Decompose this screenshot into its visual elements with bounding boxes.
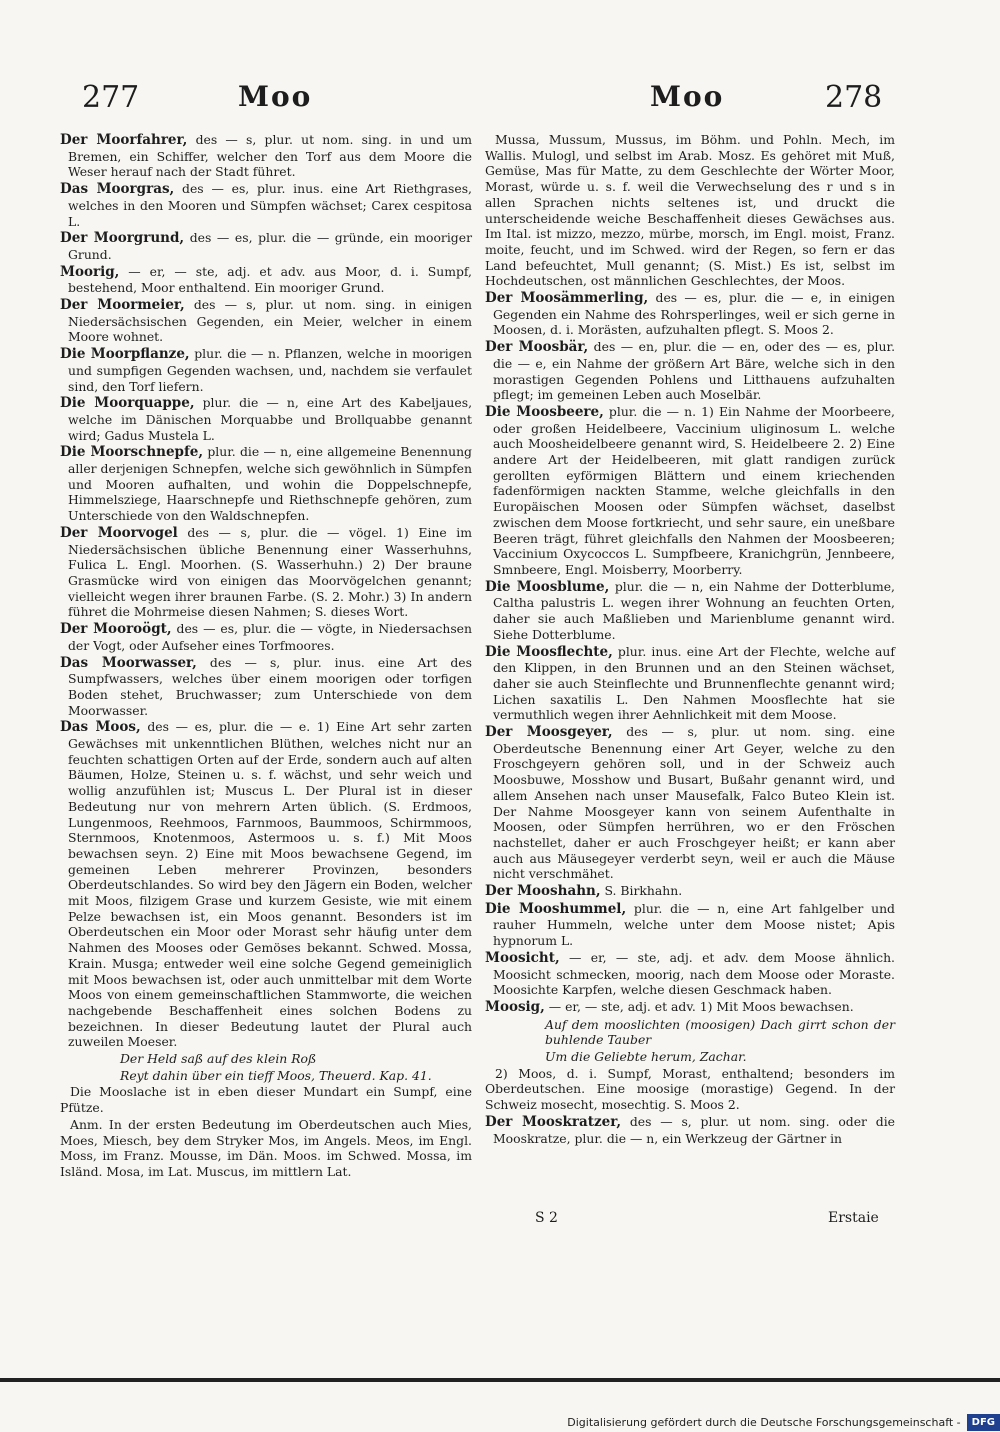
dictionary-entry [485, 579, 895, 643]
entry-definition: des — es, plur. die — e. 1) Eine Art sehr zarten Gewächses mit unkenntlichen Blüthen, welches nicht nur an feuchten schattigen Orten auf der Erde, sondern auch auf alten Bäumen, Holze, Steinen u. s. f. wächst, und sehr weich und wollig anzufühlen ist; Muscus L. Der Plural ist in dieser Bedeutung nur von mehrern Arten üblich. (S. Erdmoos, Lungenmoos, Reehmoos, Farnmoos, Baummoos, Schirmmoos, Sternmoos, Knotenmoos, Astermoos u. s. f.) Mit Moos bewachsen seyn. 2) Eine mit Moos bewachsene Gegend, im gemeinen Leben mehrerer Provinzen, besonders Oberdeutschlandes. So wird bey den Jägern ein Boden, welcher mit Moos, filzigem Grase und kurzem Gesiste, wie mit einem Pelze bewachsen ist, ein Moos genannt. Besonders ist im Oberdeutschen ein Moor oder Morast sehr häufig unter dem Nahmen des Mooses oder Gemöses bekannt. Schwed. Mossa, Krain. Musga; entweder weil eine solche Gegend gemeiniglich mit Moos bewachsen ist, oder auch unmittelbar mit dem Worte Moos von einem gemeinschaftlichen Stammworte, die weichen nachgebende Beschaffenheit eines solchen Bodens zu bezeichnen. In dieser Bedeutung lautet der Plural auch zuweilen Moeser. [68, 719, 472, 1050]
dictionary-entry [485, 883, 895, 900]
entry-headword: Das Moorwasser, [60, 654, 197, 671]
entry-definition: S. Birkhahn. [600, 883, 683, 899]
entry-definition: — er, — ste, adj. et adv. dem Moose ähnlich. Moosicht schmecken, moorig, nach dem Moose oder Moraste. Moosichte Karpfen, welche diesen Geschmack haben. [493, 949, 895, 998]
entry-definition: des — s, plur. ut nom. sing. oder die Mooskratze, plur. die — n, ein Werkzeug der Gärtner in [493, 1113, 895, 1146]
entry-headword: Der Mooskratzer, [485, 1113, 622, 1130]
entry-definition: plur. die — n. Pflanzen, welche in moorigen und sumpfigen Gegenden wachsen, und, nachdem sie verfaulet sind, den Torf liefern. [68, 346, 472, 394]
entry-headword: Der Moosämmerling, [485, 290, 649, 307]
dictionary-entry [60, 297, 472, 345]
page-number-left: 277 [82, 80, 140, 115]
entry-definition: — er, — ste, adj. et adv. aus Moor, d. i. Sumpf, bestehend, Moor enthaltend. Ein mooriger Grund. [68, 263, 472, 296]
text-paragraph: Die Mooslache ist in eben dieser Mundart ein Sumpf, eine Pfütze. [60, 1084, 472, 1116]
dfg-logo: DFG [967, 1414, 1000, 1431]
dictionary-entry [60, 181, 472, 229]
entry-headword: Das Moorgras, [60, 181, 175, 198]
entry-definition: plur. inus. eine Art der Flechte, welche auf den Klippen, in den Brunnen und an den Steinen wächset, daher sie auch Steinflechte und Brunnenflechte genannt wird; Lichen saxatilis L. Den Nahmen Moosflechte hat sie vermuthlich wegen ihrer Aehnlichkeit mit dem Moose. [493, 643, 895, 723]
entry-headword: Die Moosflechte, [485, 643, 613, 660]
verse-quotation: Reyt dahin über ein tieff Moos, Theuerd. Kap. 41. [120, 1067, 432, 1083]
entry-headword: Die Moorquappe, [60, 395, 195, 412]
bottom-rule [0, 1378, 1000, 1382]
dictionary-entry [485, 1114, 895, 1146]
dictionary-entry [60, 621, 472, 653]
dictionary-entry [60, 525, 472, 620]
entry-definition: des — es, plur. inus. eine Art Riethgrases, welches in den Mooren und Sümpfen wächset; Carex cespitosa L. [68, 181, 472, 229]
dictionary-entry [60, 655, 472, 719]
entry-headword: Der Moorgrund, [60, 230, 185, 247]
verse-quotation: Um die Geliebte herum, Zachar. [545, 1049, 747, 1065]
dictionary-entry [485, 950, 895, 998]
running-head-left: Moo [238, 80, 313, 113]
dictionary-entry [60, 230, 472, 262]
dictionary-entry [60, 719, 472, 1050]
entry-definition: des — en, plur. die — en, oder des — es, plur. die — e, ein Nahme der größern Art Bäre, welche sich in den morastigen Gegenden Pohlens und Litthauens aufzuhalten pflegt; im gemeinen Leben auch Moselbär. [493, 339, 896, 403]
dictionary-entry [60, 395, 472, 443]
entry-headword: Die Moosbeere, [485, 403, 604, 420]
entry-headword: Der Moormeier, [60, 297, 185, 314]
entry-headword: Die Moorschnepfe, [60, 444, 204, 461]
entry-definition: des — s, plur. ut nom. sing. in und um Bremen, ein Schiffer, welcher den Torf aus dem Moore die Weser herauf nach der Stadt führet. [68, 132, 472, 180]
digitization-footer [567, 1412, 1000, 1432]
entry-headword: Die Moorpflanze, [60, 346, 190, 363]
catchword: Erstaie [828, 1210, 879, 1226]
left-column [60, 132, 472, 1181]
running-head-right: Moo [650, 80, 725, 113]
entry-headword: Die Moosblume, [485, 578, 610, 595]
entry-headword: Der Moorfahrer, [60, 132, 188, 148]
entry-headword: Der Moorvogel [60, 524, 178, 541]
entry-definition: des — s, plur. die — vögel. 1) Eine im Niedersächsischen übliche Benennung einer Wasserhuhns, Fulica L. Engl. Moorhen. (S. Wasserhuhn.) 2) Der braune Grasmücke wird von einigen das Moorvögelchen genannt; vielleicht wegen ihrer braunen Farbe. (S. 2. Mohr.) 3) In andern führet die Mohrmeise diesen Nahmen; S. dieses Wort. [68, 524, 472, 620]
dictionary-entry [485, 999, 895, 1016]
dictionary-entry [485, 724, 895, 882]
entry-definition: des — es, plur. die — e, in einigen Gegenden ein Nahme des Rohrsperlinges, weil er sich gerne in Moosen, d. i. Morästen, aufzuhalten pflegt. S. Moos 2. [493, 290, 896, 338]
dictionary-entry [485, 901, 895, 949]
entry-definition: des — es, plur. die — vögte, in Niedersachsen der Vogt, oder Aufseher eines Torfmoores. [68, 621, 472, 653]
entry-definition: des — s, plur. inus. eine Art des Sumpfwassers, welches über einem moorigen oder torfigen Boden stehet, Bruchwasser; zum Unterschiede von dem Moorwasser. [68, 654, 472, 718]
entry-headword: Die Mooshummel, [485, 900, 627, 917]
entry-definition: des — s, plur. ut nom. sing. eine Oberdeutsche Benennung einer Art Geyer, welche zu den Froschgeyern gehören soll, und in der Schweiz auch Moosbuwe, Mosshow und Busart, Bußahr genannt wird, und allem Ansehen nach unser Mausefalk, Falco Buteo Klein ist. Der Nahme Moosgeyer kann von seinem Aufenthalte in Moosen, oder Sümpfen herrühren, wo er den Fröschen nachstellet, daher er auch Froschgeyer heißt; er kann aber auch aus Mäusegeyer verderbt seyn, weil er auch die Mäuse nicht verschmähet. [493, 724, 895, 882]
entry-definition: plur. die — n, eine Art fahlgelber und rauher Hummeln, welche unter dem Moose nistet; Apis hypnorum L. [493, 900, 895, 949]
entry-definition: plur. die — n. 1) Ein Nahme der Moorbeere, oder großen Heidelbeere, Vaccinium uliginosum L. welche auch Moosheidelbeere genannt wird, S. Heidelbeere 2. 2) Eine andere Art der Heidelbeeren, mit glatt randigen zurück gerollten eyförmigen Blättern und einem kriechenden fadenförmigen nackten Stamme, welche gleichfalls in den Europäischen Moosen oder Sümpfen wächset, daselbst zwischen dem Moose fortkriecht, und sehr saure, ein uneßbare Beeren trägt, führet gleichfalls den Nahmen der Moosbeeren; Vaccinium Oxycoccos L. Sumpfbeere, Kranichgrün, Jennbeere, Smnbeere, Engl. Moisberry, Moorberry. [493, 403, 895, 577]
dictionary-entry [485, 644, 895, 724]
entry-headword: Der Mooroögt, [60, 621, 172, 638]
entry-definition: — er, — ste, adj. et adv. 1) Mit Moos bewachsen. [544, 998, 854, 1014]
entry-headword: Moosicht, [485, 949, 560, 966]
right-column [485, 132, 895, 1147]
entry-definition: des — s, plur. ut nom. sing. in einigen Niedersächsischen Gegenden, ein Meier, welcher in einem Moore wohnet. [68, 297, 472, 345]
text-paragraph: Mussa, Mussum, Mussus, im Böhm. und Pohln. Mech, im Wallis. Mulogl, und selbst im Arab. Mosz. Es gehöret mit Muß, Gemüse, Mas für Matte, zu dem Geschlechte der Wörter Moor, Morast, würde u. s. f. weil die Verwechselung des r und s in allen Sprachen nichts seltenes ist, und druckt die unterscheidende weiche Beschaffenheit dieses Gewächses aus. Im Ital. ist mizzo, mezzo, mürbe, morsch, im Engl. moist, Franz. moite, feucht, und im Schwed. wird der Regen, so fern er das Land befeuchtet, Mull genannt; (S. Mist.) Es ist, selbst im Hochdeutschen, ost männlichen Geschlechtes, der Moos. [485, 132, 895, 289]
text-paragraph: Anm. In der ersten Bedeutung im Oberdeutschen auch Mies, Moes, Miesch, bey dem Stryker Mos, im Angels. Meos, im Engl. Moss, im Franz. Mousse, im Dän. Moos. im Schwed. Mossa, im Isländ. Mosa, im Lat. Muscus, im mittlern Lat. [60, 1116, 472, 1179]
dictionary-entry [60, 264, 472, 296]
dictionary-entry [60, 132, 472, 180]
verse-quotation: Auf dem mooslichten (moosigen) Dach girrt schon der buhlende Tauber [545, 1016, 895, 1048]
dictionary-entry [60, 444, 472, 524]
dictionary-entry [60, 346, 472, 394]
entry-definition: plur. die — n, eine Art des Kabeljaues, welche im Dänischen Morquabbe und Brollquabbe genannt wird; Gadus Mustela L. [68, 395, 473, 443]
dictionary-entry [485, 290, 895, 338]
entry-headword: Der Moosgeyer, [485, 724, 613, 741]
entry-headword: Der Moosbär, [485, 339, 589, 356]
verse-quotation: Der Held saß auf des klein Roß [120, 1051, 317, 1067]
footer-credit: Digitalisierung gefördert durch die Deutsche Forschungsgemeinschaft - [567, 1415, 961, 1429]
page-header [0, 80, 1000, 130]
entry-headword: Das Moos, [60, 719, 141, 736]
entry-headword: Moorig, [60, 263, 120, 280]
entry-definition: plur. die — n, eine allgemeine Benennung aller derjenigen Schnepfen, welche sich gewöhnlich in Sümpfen und Mooren aufhalten, und wohin die Doppelschnepfe, Himmelsziege, Haarschnepfe und Riethschnepfe gehören, zum Unterschiede von den Waldschnepfen. [68, 444, 472, 524]
entry-definition: plur. die — n, ein Nahme der Dotterblume, Caltha palustris L. wegen ihrer Wohnung an feuchten Orten, daher sie auch Maßlieben und Marienblume genannt wird. Siehe Dotterblume. [493, 578, 895, 642]
entry-headword: Moosig, [485, 998, 545, 1015]
entry-headword: Der Mooshahn, [485, 883, 601, 900]
entry-definition: des — es, plur. die — gründe, ein mooriger Grund. [68, 230, 472, 262]
dictionary-entry [485, 339, 895, 403]
text-paragraph: 2) Moos, d. i. Sumpf, Morast, enthaltend; besonders im Oberdeutschen. Eine moosige (morastige) Gegend. In der Schweiz mosecht, mosechtig. S. Moos 2. [485, 1065, 895, 1113]
page-number-right: 278 [825, 80, 883, 115]
dictionary-entry [485, 404, 895, 578]
signature-mark: S 2 [535, 1210, 558, 1226]
